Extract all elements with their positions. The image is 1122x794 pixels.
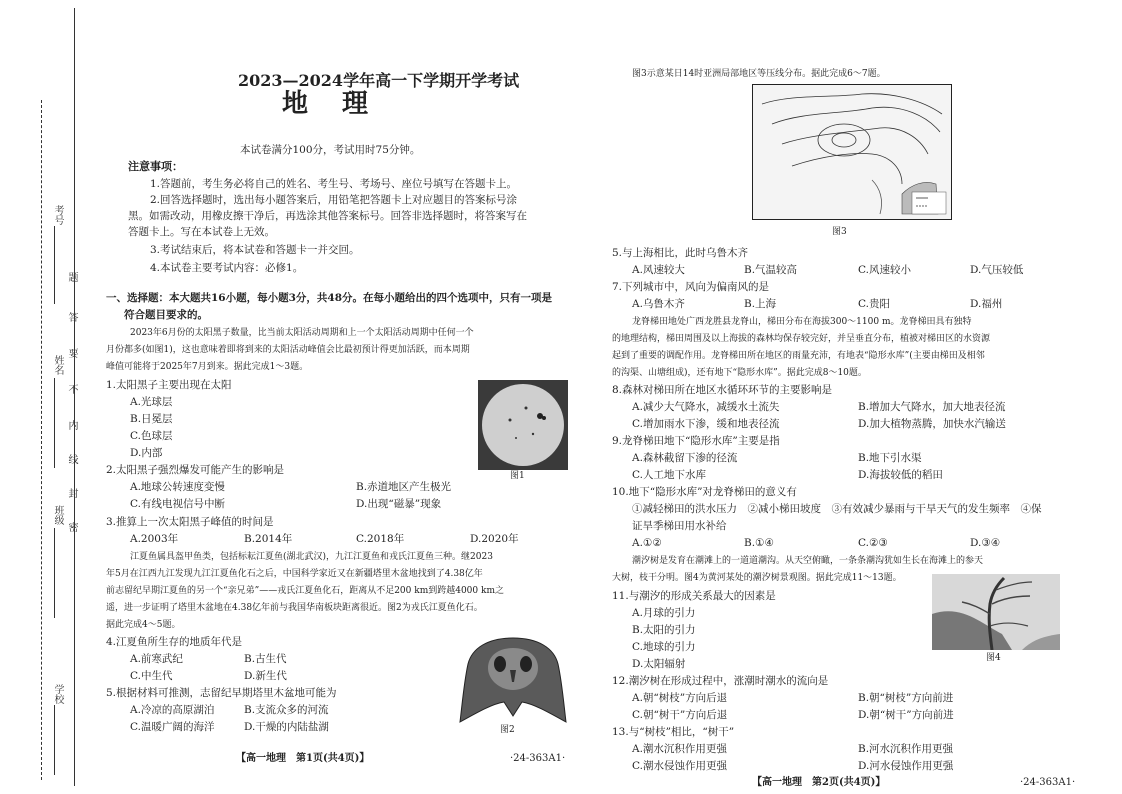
exam-title: 2023—2024学年高一下学期开学考试: [238, 71, 520, 90]
q12-option-c: C.朝“树干”方向后退: [632, 709, 728, 721]
q1-option-a: A.光球层: [130, 396, 173, 408]
q4-option-a: A.前寒武纪: [130, 653, 183, 665]
binding-dashed-line: [41, 100, 42, 780]
section-heading-cont: 符合题目要求的。: [124, 309, 208, 321]
q9-stem: 9.龙脊梯田地下“隐形水库”主要是指: [612, 435, 780, 447]
q1-stem: 1.太阳黑子主要出现在太阳: [106, 379, 232, 391]
q5r-option-a: A.风速较大: [632, 264, 685, 276]
label-name: 姓名: [52, 355, 63, 375]
exam-info: 本试卷满分100分，考试用时75分钟。: [240, 144, 421, 156]
passage-line: 月份都多(如图1)，这也意味着即将到来的太阳活动峰值会比最初预计得更加活跃，而本周期: [106, 345, 470, 355]
q5r-stem: 5.与上海相比，此时乌鲁木齐: [612, 247, 749, 259]
binding-border-line: [74, 8, 75, 786]
q2-option-c: C.有线电视信号中断: [130, 498, 225, 510]
q1-option-c: C.色球层: [130, 430, 173, 442]
q11-option-b: B.太阳的引力: [632, 624, 696, 636]
q9-option-d: D.海拔较低的稻田: [858, 469, 943, 481]
footer-left-label: 【高一地理 第1页(共4页)】: [236, 753, 370, 764]
label-school: 学校: [52, 684, 63, 704]
q7-option-a: A.乌鲁木齐: [632, 298, 685, 310]
seal-char: 题: [66, 272, 77, 282]
q13-option-d: D.河水侵蚀作用更强: [858, 760, 954, 772]
q12-option-d: D.朝“树干”方向前进: [858, 709, 954, 721]
q8-option-d: D.加大植物蒸腾，加快水汽输送: [858, 418, 1006, 430]
passage-line: 2023年6月份的太阳黑子数量，比当前太阳活动周期和上一个太阳活动周期中任何一个: [130, 328, 474, 338]
note-line: 1.答题前，考生务必将自己的姓名、考生号、考场号、座位号填写在答题卡上。: [150, 178, 518, 190]
passage-line: 年5月在江西九江发现九江江夏鱼化石之后，中国科学家近又在新疆塔里木盆地找到了4.38亿年: [106, 569, 483, 579]
q11-option-c: C.地球的引力: [632, 641, 696, 653]
q1-option-b: B.日冕层: [130, 413, 173, 425]
q5-stem: 5.根据材料可推测，志留纪早期塔里木盆地可能为: [106, 687, 337, 699]
label-exam-number: 考号: [52, 205, 63, 225]
q9-option-c: C.人工地下水库: [632, 469, 706, 481]
q13-option-c: C.潮水侵蚀作用更强: [632, 760, 727, 772]
figure-1-caption: 图1: [510, 471, 525, 481]
q7-option-d: D.福州: [970, 298, 1003, 310]
q2-option-b: B.赤道地区产生极光: [356, 481, 452, 493]
q1-option-d: D.内部: [130, 447, 163, 459]
q11-option-d: D.太阳辐射: [632, 658, 686, 670]
q5r-option-b: B.气温较高: [744, 264, 798, 276]
q2-option-d: D.出现“磁暴”现象: [356, 498, 442, 510]
q12-option-a: A.朝“树枝”方向后退: [632, 692, 728, 704]
q8-option-a: A.减少大气降水，减缓水土流失: [632, 401, 780, 413]
q3-option-c: C.2018年: [356, 533, 405, 545]
fill-line-class: [54, 528, 55, 618]
q12-option-b: B.朝“树枝”方向前进: [858, 692, 954, 704]
passage-line: 大树，枝干分明。图4为黄河某处的潮汐树景观图。据此完成11～13题。: [612, 573, 902, 583]
q5r-option-c: C.风速较小: [858, 264, 911, 276]
q8-option-c: C.增加雨水下渗，缓和地表径流: [632, 418, 780, 430]
q10-statements-cont: 证旱季梯田用水补给: [632, 520, 727, 532]
q9-option-a: A.森林截留下渗的径流: [632, 452, 738, 464]
figure-3-isobar-map: [752, 84, 952, 224]
q2-stem: 2.太阳黑子强烈爆发可能产生的影响是: [106, 464, 285, 476]
q8-stem: 8.森林对梯田所在地区水循环环节的主要影响是: [612, 384, 833, 396]
seal-char: 要: [66, 348, 77, 358]
footer-right-label: 【高一地理 第2页(共4页)】: [752, 777, 886, 788]
q13-option-a: A.潮水沉积作用更强: [632, 743, 727, 755]
figure-2-caption: 图2: [500, 725, 515, 735]
footer-right-code: ·24-363A1·: [1020, 777, 1076, 788]
q10-option-b: B.①④: [744, 537, 774, 549]
q9-option-b: B.地下引水渠: [858, 452, 922, 464]
passage-line: 潮汐树是发育在潮滩上的一道道潮沟。从天空俯瞰，一条条潮沟犹如生长在海滩上的参天: [632, 556, 984, 566]
passage-line: 前志留纪早期江夏鱼的另一个“亲兄弟”——戎氏江夏鱼化石，距离从不足200 km到跨越4000 km之: [106, 586, 504, 596]
section-heading: 一、选择题：本大题共16小题，每小题3分，共48分。在每小题给出的四个选项中，只有一项是: [106, 292, 553, 304]
note-line: 答题卡上。写在本试卷上无效。: [128, 226, 275, 238]
seal-char: 封: [66, 488, 77, 498]
passage-line: 江夏鱼属具盔甲鱼类，包括标耘江夏鱼(湖北武汉)，九江江夏鱼和戎氏江夏鱼三种。继2023: [130, 552, 493, 562]
q10-stem: 10.地下“隐形水库”对龙脊梯田的意义有: [612, 486, 797, 498]
q3-stem: 3.推算上一次太阳黑子峰值的时间是: [106, 516, 274, 528]
q10-statements: ①减轻梯田的洪水压力 ②减小梯田坡度 ③有效减少暴雨与干旱天气的发生频率 ④保: [632, 503, 1042, 515]
q4-option-c: C.中生代: [130, 670, 173, 682]
q5-option-a: A.冷凉的高原湖泊: [130, 704, 215, 716]
map-intro: 图3示意某日14时亚洲局部地区等压线分布。据此完成6～7题。: [632, 69, 886, 79]
q3-option-b: B.2014年: [244, 533, 293, 545]
passage-line: 起到了重要的调配作用。龙脊梯田所在地区的雨量充沛，有地表“隐形水库”(主要由梯田及相邻: [612, 351, 985, 361]
notes-heading: 注意事项：: [128, 160, 183, 173]
figure-4-caption: 图4: [986, 653, 1001, 663]
figure-3-caption: 图3: [832, 227, 847, 237]
note-line: 4.本试卷主要考试内容：必修1。: [150, 262, 304, 274]
figure-4-tidal-tree: [932, 574, 1060, 654]
note-line: 3.考试结束后，将本试卷和答题卡一并交回。: [150, 244, 360, 256]
passage-line: 龙脊梯田地处广西龙胜县龙脊山，梯田分布在海拔300～1100 m。龙脊梯田具有独特: [632, 317, 972, 327]
passage-line: 遥，进一步证明了塔里木盆地在4.38亿年前与我国华南板块距离很近。图2为戎氏江夏鱼化石。: [106, 603, 483, 613]
q7-option-c: C.贵阳: [858, 298, 890, 310]
footer-left-code: ·24-363A1·: [510, 753, 566, 764]
note-line: 2.回答选择题时，选出每小题答案后，用铅笔把答题卡上对应题目的答案标号涂: [150, 194, 518, 206]
q7-option-b: B.上海: [744, 298, 777, 310]
subject-title: 地理: [282, 89, 403, 119]
q11-option-a: A.月球的引力: [632, 607, 696, 619]
q13-stem: 13.与“树枝”相比，“树干”: [612, 726, 735, 738]
passage-line: 峰值可能将于2025年7月到来。据此完成1～3题。: [106, 362, 309, 372]
fill-line-name: [54, 378, 55, 468]
q8-option-b: B.增加大气降水，加大地表径流: [858, 401, 1006, 413]
q10-option-a: A.①②: [632, 537, 662, 549]
q5-option-b: B.支流众多的河流: [244, 704, 329, 716]
seal-char: 不: [66, 384, 77, 394]
q7-stem: 7.下列城市中，风向为偏南风的是: [612, 281, 770, 293]
q5r-option-d: D.气压较低: [970, 264, 1024, 276]
q12-stem: 12.潮汐树在形成过程中，涨潮时潮水的流向是: [612, 675, 829, 687]
seal-char: 线: [66, 454, 77, 464]
q3-option-d: D.2020年: [470, 533, 519, 545]
note-line: 黑。如需改动，用橡皮擦干净后，再选涂其他答案标号。回答非选择题时，将答案写在: [128, 210, 527, 222]
q5-option-d: D.干燥的内陆盐湖: [244, 721, 329, 733]
q13-option-b: B.河水沉积作用更强: [858, 743, 954, 755]
fill-line-exam-number: [54, 226, 55, 304]
q10-option-c: C.②③: [858, 537, 888, 549]
seal-char: 答: [66, 312, 77, 322]
seal-char: 内: [66, 420, 77, 430]
fill-line-school: [54, 705, 55, 775]
q3-option-a: A.2003年: [130, 533, 179, 545]
q2-option-a: A.地球公转速度变慢: [130, 481, 225, 493]
passage-line: 据此完成4～5题。: [106, 620, 181, 630]
seal-char: 密: [66, 522, 77, 532]
q5-option-c: C.温暖广阔的海洋: [130, 721, 215, 733]
passage-line: 的沟渠、山塘组成)，还有地下“隐形水库”。据此完成8～10题。: [612, 368, 867, 378]
figure-2-fish-fossil: [458, 634, 568, 730]
figure-1-sun: [478, 380, 568, 474]
passage-line: 的地理结构，梯田周围及以上海拔的森林均保存较完好，并呈垂直分布，植被对梯田区的水资源: [612, 334, 991, 344]
q4-option-d: D.新生代: [244, 670, 287, 682]
q4-stem: 4.江夏鱼所生存的地质年代是: [106, 636, 243, 648]
q4-option-b: B.古生代: [244, 653, 287, 665]
q11-stem: 11.与潮汐的形成关系最大的因素是: [612, 590, 776, 602]
label-class: 班级: [52, 505, 63, 525]
q10-option-d: D.③④: [970, 537, 1001, 549]
